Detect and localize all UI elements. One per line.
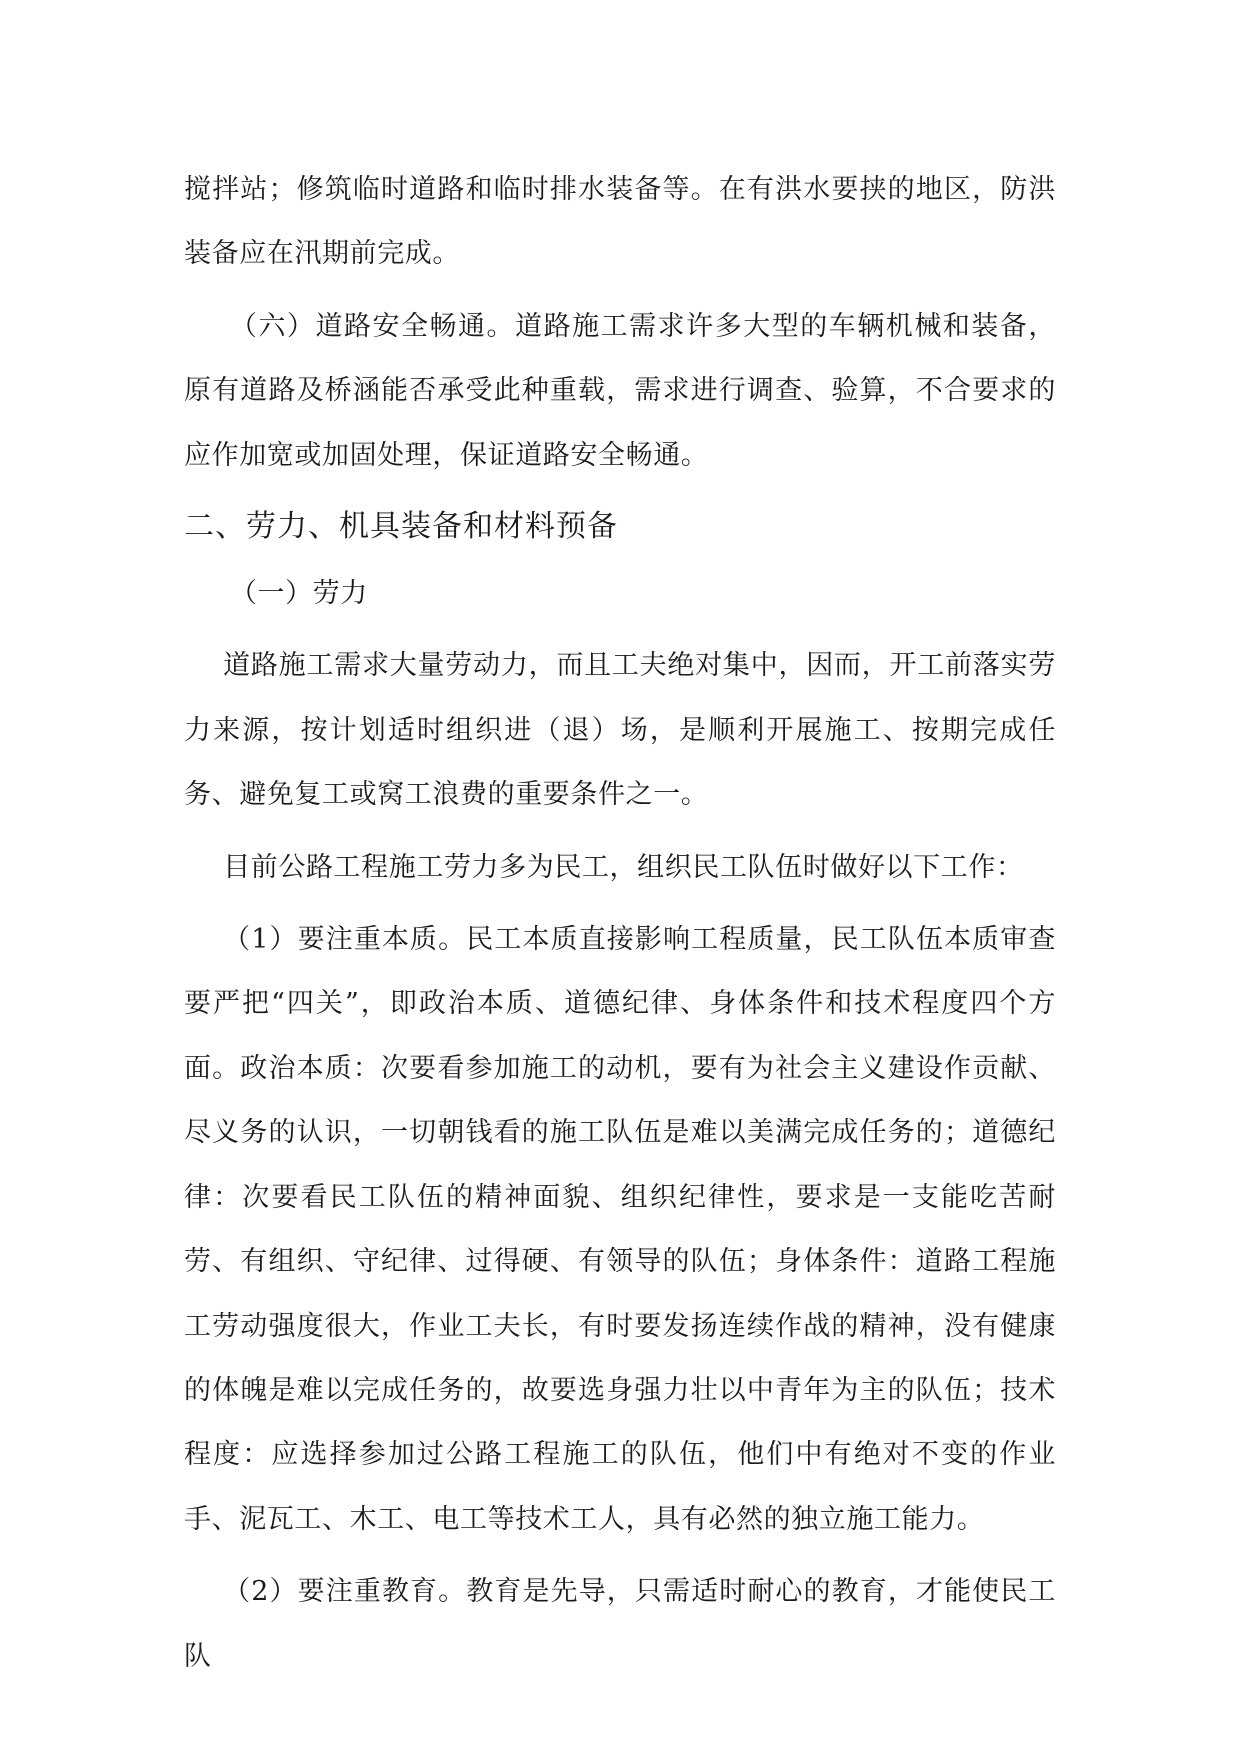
paragraph-quality: （1）要注重本质。民工本质直接影响工程质量，民工队伍本质审查要严把“四关”，即政治本质、道德纪律、身体条件和技术程度四个方面。政治本质：次要看参加施工的动机，要有为社会主义建设作贡献、尽义务的认识，一切朝钱看的施工队伍是难以美满完成任务的；道德纪律：次要看民工队伍的精神面貌、组织纪律性，要求是一支能吃苦耐劳、有组织、守纪律、过得硬、有领导的队伍；身体条件：道路工程施工劳动强度很大，作业工夫长，有时要发扬连续作战的精神，没有健康的体魄是难以完成任务的，故要选身强力壮以中青年为主的队伍；技术程度：应选择参加过公路工程施工的队伍，他们中有绝对不变的作业手、泥瓦工、木工、电工等技术工人，具有必然的独立施工能力。: [184, 924, 1056, 1535]
paragraph-continuation: 搅拌站；修筑临时道路和临时排水装备等。在有洪水要挟的地区，防洪装备应在汛期前完成。: [184, 174, 1056, 270]
paragraph-labor-intro: 道路施工需求大量劳动力，而且工夫绝对集中，因而，开工前落实劳力来源，按计划适时组织进（退）场，是顺利开展施工、按期完成任务、避免复工或窝工浪费的重要条件之一。: [184, 650, 1056, 811]
section-heading: 二、劳力、机具装备和材料预备: [184, 509, 618, 545]
document-body: [184, 158, 1056, 1697]
subsection-heading: （一）劳力: [229, 578, 368, 610]
paragraph-education: （2）要注重教育。教育是先导，只需适时耐心的教育，才能使民工队: [184, 1576, 1056, 1672]
paragraph-road-safety: （六）道路安全畅通。道路施工需求许多大型的车辆机械和装备，原有道路及桥涵能否承受此种重载，需求进行调查、验算，不合要求的应作加宽或加固处理，保证道路安全畅通。: [184, 310, 1056, 471]
paragraph-migrant-workers: 目前公路工程施工劳力多为民工，组织民工队伍时做好以下工作：: [223, 851, 1024, 883]
